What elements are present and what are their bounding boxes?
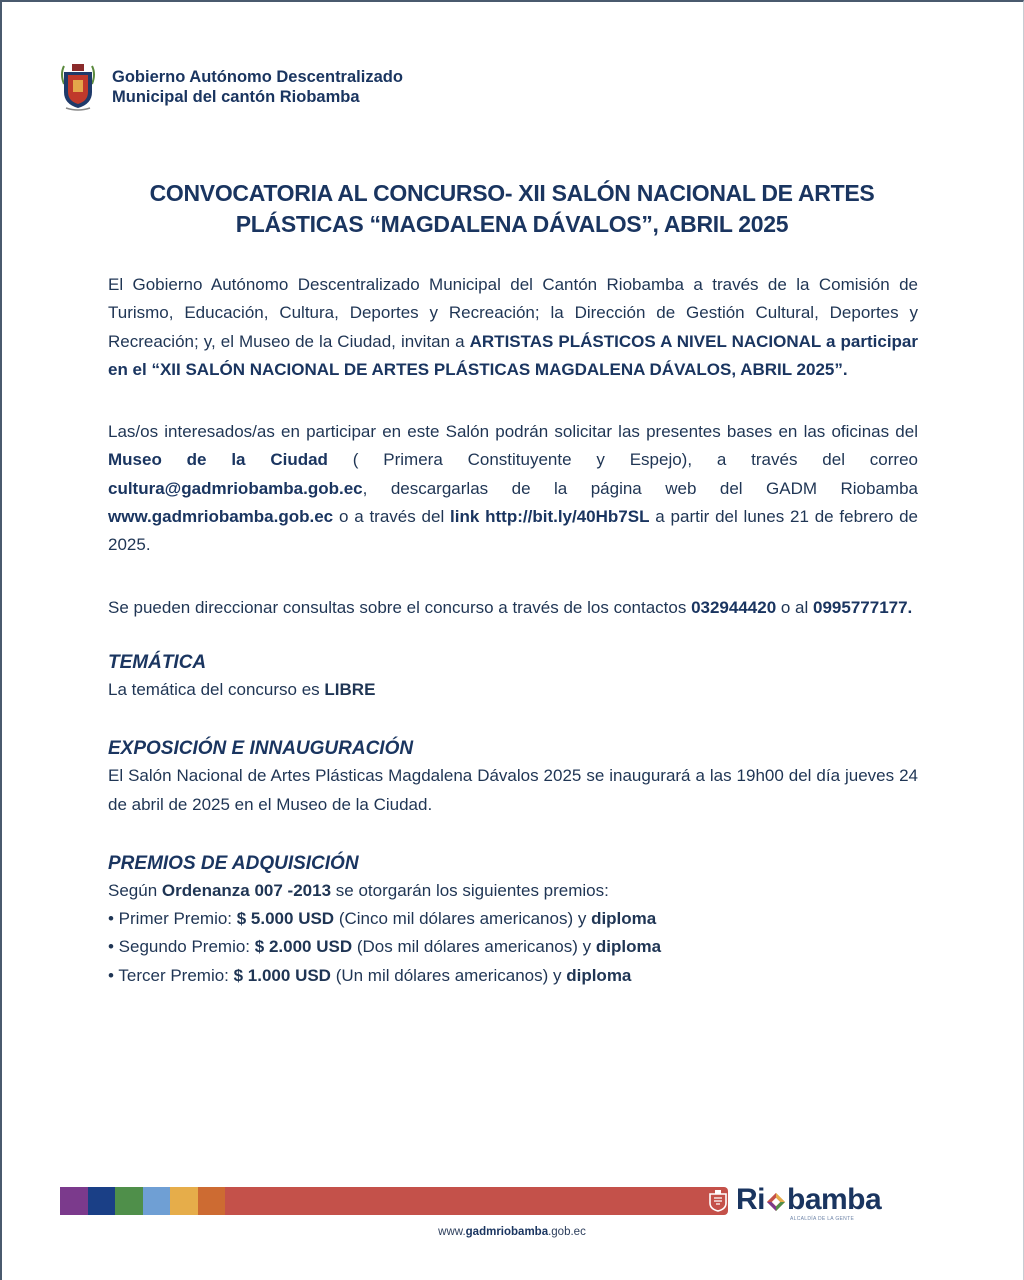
ordinance-ref: Ordenanza 007 -2013 xyxy=(161,880,332,900)
url-prefix: www. xyxy=(438,1226,466,1238)
bases-text: a partir del lunes 21 de febrero de 2025. xyxy=(108,507,918,555)
prize-extra: diploma xyxy=(595,937,662,957)
exposicion-heading: EXPOSICIÓN E INNAUGURACIÓN xyxy=(108,738,414,760)
prize-item xyxy=(108,905,918,933)
color-strip-segment xyxy=(115,1187,143,1215)
prize-desc: (Cinco mil dólares americanos) y xyxy=(334,909,592,929)
brand-tagline: ALCALDÍA DE LA GENTE xyxy=(790,1216,855,1222)
prize-desc: (Un mil dólares americanos) y xyxy=(330,965,567,985)
bases-text: Las/os interesados/as en participar en este Salón podrán solicitar las presentes bases en las oficinas del xyxy=(108,422,918,442)
phone-number-2: 0995777177. xyxy=(813,597,913,617)
riobamba-brand-logo xyxy=(736,1183,882,1222)
brand-bamba: bamba xyxy=(787,1183,882,1216)
brand-o-icon xyxy=(766,1192,786,1212)
color-strip-segment xyxy=(60,1187,88,1215)
color-strip-segment xyxy=(143,1187,171,1215)
short-link[interactable]: link http://bit.ly/40Hb7SL xyxy=(450,507,650,527)
intro-text: El Gobierno Autónomo Descentralizado Municipal del Cantón Riobamba a través de la Comisión de Turismo, Educación, Cultura, Deportes y Recreación; la Dirección de Gestión Cultural, Deportes y Recreación; y, el Museo de la Ciudad, invitan a xyxy=(108,275,918,351)
color-strip-segment xyxy=(88,1187,116,1215)
page-title xyxy=(0,178,1024,240)
prize-amount: $ 2.000 USD xyxy=(254,937,353,957)
premios-intro xyxy=(108,877,918,905)
color-strip-segment xyxy=(225,1187,728,1215)
contacts-text: o al xyxy=(776,597,814,617)
premios-intro-text: Según xyxy=(108,880,162,900)
title-line1: CONVOCATORIA AL CONCURSO- XII SALÓN NACIONAL DE ARTES xyxy=(149,180,875,206)
brand-ri: Ri xyxy=(736,1183,765,1216)
document-body xyxy=(108,271,918,990)
intro-paragraph xyxy=(108,271,918,384)
prize-item xyxy=(108,933,918,961)
url-domain: gadmriobamba xyxy=(465,1226,549,1238)
contacts-text: Se pueden direccionar consultas sobre el concurso a través de los contactos xyxy=(108,597,692,617)
footer-website[interactable] xyxy=(0,1226,1024,1238)
color-strip xyxy=(60,1187,728,1215)
museum-name: Museo de la Ciudad xyxy=(108,450,328,470)
tematica-heading: TEMÁTICA xyxy=(108,651,207,673)
org-name-line1: Gobierno Autónomo Descentralizado xyxy=(112,68,403,86)
prize-amount: $ 5.000 USD xyxy=(236,909,335,929)
tematica-text xyxy=(108,676,918,704)
prize-amount: $ 1.000 USD xyxy=(233,965,331,985)
website-link[interactable]: www.gadmriobamba.gob.ec xyxy=(108,507,334,527)
bases-text: , descargarlas de la página web del GADM Riobamba xyxy=(362,478,918,498)
header xyxy=(58,62,403,112)
prize-desc: (Dos mil dólares americanos) y xyxy=(352,937,596,957)
prize-item xyxy=(108,962,918,990)
prize-extra: diploma xyxy=(566,965,632,985)
bases-text: ( Primera Constituyente y Espejo), a través del correo xyxy=(327,450,918,470)
contacts-paragraph xyxy=(108,594,918,622)
url-suffix: .gob.ec xyxy=(548,1226,586,1238)
municipal-coat-of-arms-icon xyxy=(58,62,98,112)
org-name-line2: Municipal del cantón Riobamba xyxy=(112,88,360,106)
tematica-label: La temática del concurso es xyxy=(108,679,325,699)
color-strip-segment xyxy=(170,1187,198,1215)
email-link[interactable]: cultura@gadmriobamba.gob.ec xyxy=(108,478,363,498)
title-line2: PLÁSTICAS “MAGDALENA DÁVALOS”, ABRIL 2025 xyxy=(235,211,789,237)
intro-highlight: ARTISTAS PLÁSTICOS A NIVEL NACIONAL a participar en el “XII SALÓN NACIONAL DE ARTES PLÁSTICAS MAGDALENA DÁVALOS, ABRIL 2025”. xyxy=(108,331,918,379)
prize-label: • Segundo Premio: xyxy=(108,937,255,957)
phone-number-1: 032944420 xyxy=(691,597,777,617)
color-strip-segment xyxy=(198,1187,226,1215)
premios-intro-text: se otorgarán los siguientes premios: xyxy=(331,880,609,900)
prize-label: • Tercer Premio: xyxy=(108,965,234,985)
bases-paragraph xyxy=(108,418,918,559)
tematica-value: LIBRE xyxy=(324,679,376,699)
prize-extra: diploma xyxy=(591,909,657,929)
bases-text: o a través del xyxy=(333,507,451,527)
premios-heading: PREMIOS DE ADQUISICIÓN xyxy=(108,852,359,874)
riobamba-crest-icon xyxy=(706,1189,730,1213)
exposicion-text: El Salón Nacional de Artes Plásticas Magdalena Dávalos 2025 se inaugurará a las 19h00 del día jueves 24 de abril de 2025 en el Museo de la Ciudad. xyxy=(108,766,918,814)
prize-label: • Primer Premio: xyxy=(108,909,237,929)
